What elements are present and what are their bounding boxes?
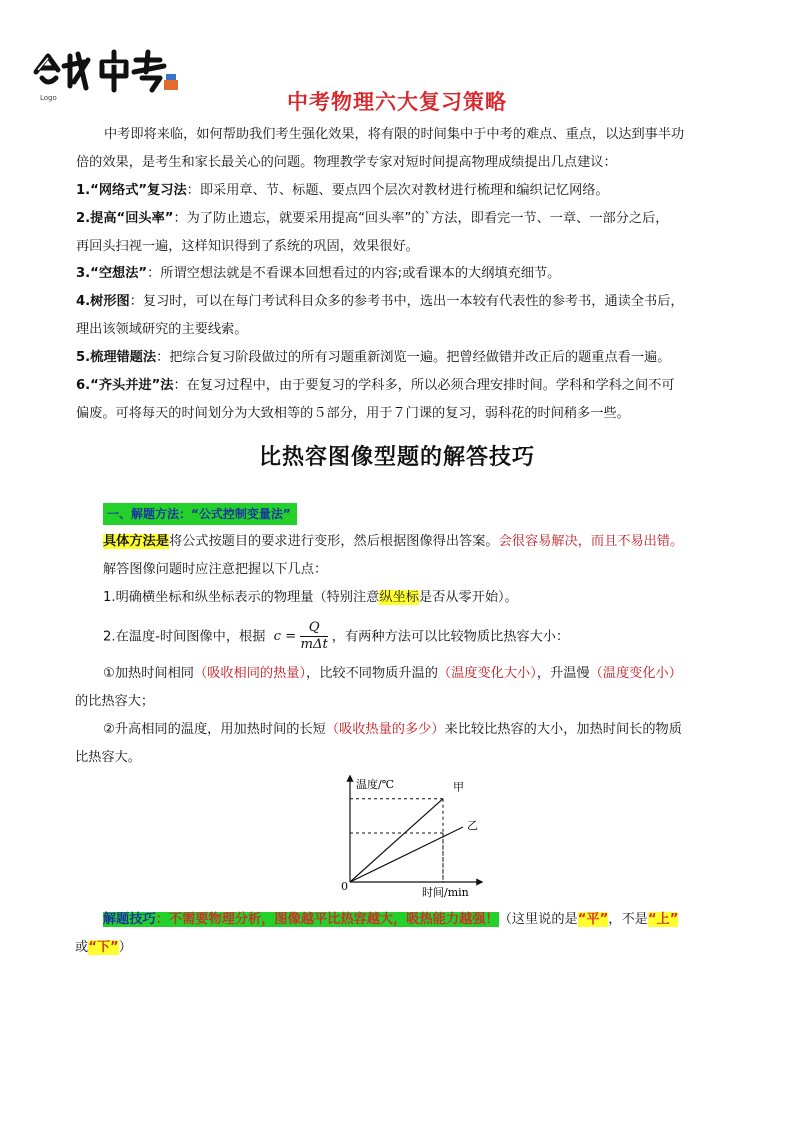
strategy-heading: 5.梳理错题法 bbox=[76, 350, 157, 365]
method-b bbox=[75, 716, 731, 772]
tip-red-text: ：不需要物理分析，图像越平比热容越大，吸热能力越强！ bbox=[155, 912, 499, 927]
formula-denominator: mΔt bbox=[300, 637, 328, 652]
method-label: 一、解题方法：“公式控制变量法” bbox=[103, 503, 297, 525]
method-a-text-end: 的比热容大； bbox=[75, 694, 155, 709]
tip-text: ，不是 bbox=[608, 912, 648, 927]
method-a bbox=[75, 660, 731, 716]
strategy-6 bbox=[76, 372, 726, 428]
strategy-heading: 3.“空想法” bbox=[76, 266, 148, 281]
temperature-time-chart bbox=[330, 772, 490, 900]
note-2-text-end: ，有两种方法可以比较物质比热容大小： bbox=[331, 629, 570, 645]
strategy-text: ：把综合复习阶段做过的所有习题重新浏览一遍。把曾经做错并改正后的题重点看一遍。 bbox=[156, 350, 671, 365]
intro-line-2: 倍的效果，是考生和家长最关心的问题。物理教学专家对短时间提高物理成绩提出几点建议： bbox=[76, 155, 617, 170]
strategy-text-cont: 理出该领域研究的主要线索。 bbox=[76, 322, 248, 337]
series-label-1: 甲 bbox=[453, 780, 464, 794]
note-2-text: 2.在温度-时间图像中，根据 bbox=[103, 629, 266, 645]
method-highlight: 具体方法是 bbox=[103, 534, 169, 549]
intro-paragraph bbox=[76, 121, 726, 149]
x-axis-label: 时间/min bbox=[422, 886, 469, 899]
strategy-text: ：为了防止遗忘，就要采用提高“回头率”的`方法，即看完一节、一章、一部分之后， bbox=[173, 211, 669, 226]
strategy-text: ：复习时，可以在每门考试科目众多的参考书中，选出一本较有代表性的参考书，通读全书后， bbox=[129, 294, 684, 309]
method-a-text: ，升温慢 bbox=[536, 666, 590, 681]
method-text: 将公式按题目的要求进行变形，然后根据图像得出答案。 bbox=[168, 534, 499, 549]
y-axis-label: 温度/℃ bbox=[356, 778, 395, 791]
strategy-text-cont: 再回头扫视一遍，这样知识得到了系统的巩固，效果很好。 bbox=[76, 239, 419, 254]
tip-quote-down: “下” bbox=[88, 940, 119, 955]
strategy-3 bbox=[76, 260, 726, 288]
method-a-red: （温度变化大小） bbox=[437, 666, 537, 681]
formula-numerator: Q bbox=[300, 620, 327, 637]
note-1-text: 1.明确横坐标和纵坐标表示的物理量（特别注意 bbox=[103, 590, 380, 605]
method-a-red: （吸收相同的热量） bbox=[193, 666, 307, 681]
strategy-text: ：在复习过程中，由于要复习的学科多，所以必须合理安排时间。学科和学科之间不可 bbox=[173, 378, 675, 393]
method-red-text: 会很容易解决，而且不易出错。 bbox=[498, 534, 684, 549]
method-paragraph bbox=[103, 528, 733, 556]
origin-label: 0 bbox=[341, 880, 348, 893]
tip-box bbox=[103, 912, 499, 927]
svg-text:Logo: Logo bbox=[40, 94, 57, 102]
strategy-5 bbox=[76, 344, 726, 372]
strategy-text: ：所谓空想法就是不看课本回想看过的内容;或看课本的大纲填充细节。 bbox=[147, 266, 561, 281]
note-1 bbox=[103, 584, 753, 612]
strategy-heading: 1.“网络式”复习法 bbox=[76, 183, 187, 198]
formula-lhs: c = bbox=[273, 628, 297, 644]
method-b-red: （吸收热量的多少） bbox=[325, 722, 445, 737]
method-b-text: ②升高相同的温度，用加热时间的长短 bbox=[103, 722, 326, 737]
series-line-1 bbox=[350, 799, 443, 882]
tip-quote-up: “上” bbox=[647, 912, 679, 927]
method-b-text-end: 比热容大。 bbox=[75, 750, 141, 765]
tip-quote-flat: “平” bbox=[577, 912, 609, 927]
strategy-heading: 2.提高“回头率” bbox=[76, 211, 174, 226]
note-1-text-end: 是否从零开始）。 bbox=[418, 590, 518, 605]
series-label-2: 乙 bbox=[467, 819, 478, 832]
strategy-text-cont: 偏废。可将每天的时间划分为大致相等的５部分，用于７门课的复习，弱科花的时间稍多一些。 bbox=[76, 406, 630, 421]
tip-text-end: ） bbox=[118, 940, 132, 955]
tip-text: 或 bbox=[75, 940, 89, 955]
strategy-4 bbox=[76, 288, 726, 344]
tip-text: （这里说的是 bbox=[498, 912, 578, 927]
method-a-text: ①加热时间相同 bbox=[103, 666, 194, 681]
strategy-heading: 4.树形图 bbox=[76, 294, 130, 309]
note-1-highlight: 纵坐标 bbox=[379, 590, 419, 605]
series-line-2 bbox=[350, 827, 463, 882]
strategy-1 bbox=[76, 177, 726, 205]
method-b-text: 来比较比热容的大小，加热时间长的物质 bbox=[444, 722, 682, 737]
method-a-text: ，比较不同物质升温的 bbox=[306, 666, 438, 681]
intro-line-1: 中考即将来临，如何帮助我们考生强化效果，将有限的时间集中于中考的难点、重点，以达到事半功 bbox=[104, 127, 685, 142]
section-title: 比热容图像型题的解答技巧 bbox=[258, 444, 535, 470]
strategy-heading: 6.“齐头并进”法 bbox=[76, 378, 174, 393]
formula bbox=[274, 620, 328, 653]
note-intro: 解答图像问题时应注意把握以下几点： bbox=[103, 562, 328, 577]
tip-paragraph bbox=[75, 906, 731, 962]
method-a-red: （温度变化小） bbox=[589, 666, 682, 681]
tip-label: 解题技巧 bbox=[103, 912, 156, 927]
page-title: 中考物理六大复习策略 bbox=[287, 90, 507, 114]
strategy-2 bbox=[76, 205, 726, 261]
note-2 bbox=[103, 620, 753, 653]
strategy-text: ：即采用章、节、标题、要点四个层次对教材进行梳理和编织记忆网络。 bbox=[186, 183, 609, 198]
intro-paragraph-cont bbox=[76, 149, 726, 177]
